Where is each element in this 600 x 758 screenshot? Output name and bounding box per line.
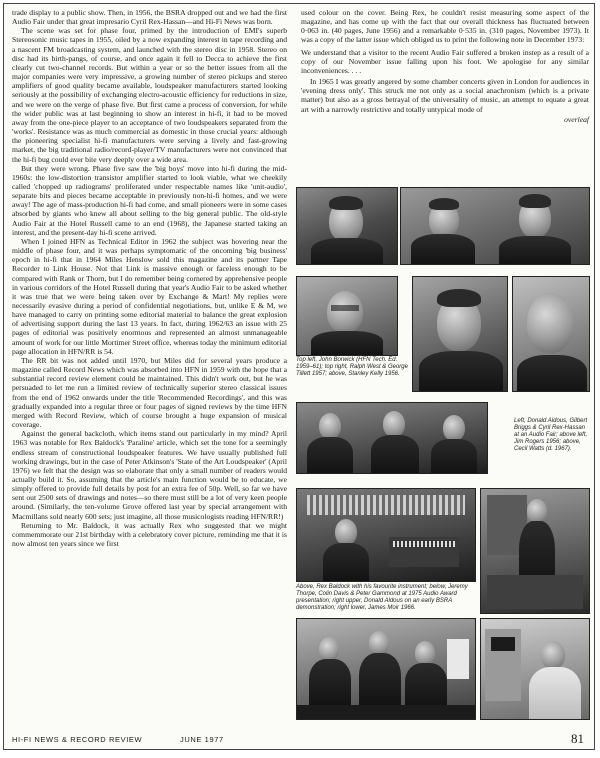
paragraph: When I joined HFN as Technical Editor in 1962 the subject was hovering near the middle of phase four, and it was perhaps symptomatic of the oncoming 'big business' epoch in hi-fi that in 1964 Miles Henslow sold this magazine and its partner Tape Recorder to Link House. Not that Link is massive enough or faceless enough to be compared with Rank or Thorn, but I do remember being cornered by apprehensive people in various corridors of the Hotel Russell during that year's Audio Fair to be asked whether it was true that we were being taken over by Exchange & Mart! My replies were necessarily evasive during a period of confidential negotiations, but, unlike E & M, we have managed to carry on printing some editorial material to balance the great explosion of advertising support during the last 13 years. In fact, during 1962/63 an issue with 25 pages of editorial was positively enormous and represented an almost unmanageable amount of work for our little Mortimer Street office, whereas today the minimum editorial page allocation in HFN/RR is 54. [12,236,287,356]
paragraph: But they were wrong. Phase five saw the 'big boys' move into hi-fi during the mid-1960s: the low-distortion transistor amplifier started to look viable, what we cheekily called 'chopped up radiograms' proliferated under respectable names like 'unit-audio', separate bits and pieces became acceptable in previously non-hi-fi homes, and we were away! The age of mass-production hi-fi had come, and small pioneers were in some cases absorbed by giants who knew all about selling to the big general public. The old-style Audio Fair at the Hotel Russell came to an end (1968), the Japanese started taking an interest, and the present-day hi-fi scene arrived. [12,163,287,237]
paragraph: Returning to Mr. Baldock, it was actually Rex who suggested that we might commemmorate our 21st birthday with a celebratory cover picture, reminding me that it is now almost ten years since we first [12,520,287,549]
overleaf-marker: overleaf [564,114,589,124]
photo-george-tillett [412,276,508,392]
magazine-page [3,3,595,750]
left-text-column [12,8,287,548]
caption-photos-middle: Left, Donald Aldous, Gilbert Briggs & Cyril Rex-Hassan at an Audio Fair; above left, Jim Rogers 1956; above, Cecil Watts (d. 1967). [514,418,588,452]
photo-stanley-kelly [512,276,590,392]
quote-paragraph: In 1965 I was greatly angered by some chamber concerts given in London for audiences in 'evening dress only'. This struck me not only as a social anachronism (which is a private matter) but also as a gross betrayal of the universality of music, an attempt to equate a great art with a narrowly restrictive and totally untypical mode of [301,77,589,114]
photo-audio-award-presentation [296,618,476,720]
photo-john-borwick [296,187,398,265]
caption-photos-upper: Top left, John Borwick (HFN Tech. Ed. 1959–61); top right, Ralph West & George Tillett 1957; above, Stanley Kelly 1956. [296,357,408,377]
photo-james-moir [480,618,590,720]
caption-photos-lower: Above, Rex Baldock with his favourite instrument; below, Jeremy Thorpe, Colin Davis & Peter Gammond at 1975 Audio Award presentation; right upper, Donald Aldous on an early BSRA demonstration; right lower, James Moir 1966. [296,584,468,611]
paragraph: trade display to a public show. Then, in 1956, the BSRA dropped out and we had the first Audio Fair under that great impresario Cyril Rex-Hassan—and Hi-Fi News was born. [12,8,287,27]
right-text-column [301,8,589,124]
photo-rex-baldock [296,488,476,582]
photo-donald-aldous-demo [480,488,590,614]
paragraph: The RR bit was not added until 1970, but Miles did for several years produce a magazine called Record News which was absorbed into HFN in 1959 with the hope that a substantial record review element could be maintained. This didn't work out, but he was persuaded to let me run a limited review of technically superior stereo classical issues from the end of 1962 onwards under the title 'Recommended Recordings', and this was gradually expanded into a regular three or four pages of signed reviews by the time HFN merged with Record Review, which of course brought a huge expansion of musical coverage. [12,355,287,430]
page-number: 81 [571,731,584,746]
quote-paragraph: We understand that a visitor to the recent Audio Fair suffered a broken instep as a result of a copy of our November issue falling upon his foot. We apologise for any similar inconveniences. . . . [301,47,589,75]
photo-aldous-briggs-rex-hassan [296,402,488,474]
paragraph: Against the general backcloth, which items stand out particularly in my mind? April 1963 was notable for Rex Baldock's 'Paraline' article, which set the tone for a seemingly endless stream of constructional loudspeaker features. We have usually published full working drawings, but in the case of Peter Atkinson's 'State of the Art Loudspeaker' (April 1976) we felt that the design was so elaborate that only a small number of readers would actually build it. So, assuming that the article's main function would be to educate, we simply offered to provide full details by post for an extra fee of 50p. Well, so far we have sent out 2500 sets of drawings and notes—so there must still be a lot of very keen people around. (Similarly, the ten-volume Grove offered last year by special arrangement with Macmillans sold nearly 600 sets; just imagine, all those musicologists reading HFN/RR!) [12,429,287,521]
page-footer [12,733,586,745]
photo-ralph-west [296,276,398,356]
paragraph: used colour on the cover. Being Rex, he couldn't resist measuring some aspect of the magazine, and has come up with the fact that our overall thickness has fluctuated between 0·063 in. (40 pages, June 1956) and a remarkable 0·535 in. (310 pages, November 1973). It was a copy of the latter issue which obliged us to print the following note in December 1973: [301,8,589,45]
footer-issue-date: JUNE 1977 [180,735,224,744]
paragraph: The scene was set for phase four, primed by the introduction of EMI's superb Stereosonic music tapes in 1955, oiled by a now expanding interest in tape recording and a nascent FM broadcasting system, and launched with the stereo disc in 1958. Stereo on disc had its birth-pangs, of course, and once again it fell to Decca to achieve the first clearly cut two-channel records. But within a year or so the better issues from all the major companies were very impressive, a growing number of stereo pickups and stereo amplifiers of good quality became available, loudspeaker manufacturers started looking seriously at the possibility of exchanging electro-acoustic efficiency for reductions in size, and we were on the verge of phase five. But first came a process of conversion, for while the wider public was at last beginning to show an interest in hi-fi, it had to be moved away from the one-piece player to an acceptance of two loudspeakers separated from the 'works'. Resistance was as much commercial as domestic in those crucial years: although the pioneering specialist hi-fi manufacturers were serving a lively and fast-growing market, the big traditional radio/record-player/TV manufacturers were not convinced that the hi-fi bug could ever bite very deeply over a wide area. [12,26,287,164]
footer-magazine-title: HI-FI NEWS & RECORD REVIEW [12,735,143,744]
photo-west-tillett [400,187,590,265]
quoted-note [301,48,589,114]
